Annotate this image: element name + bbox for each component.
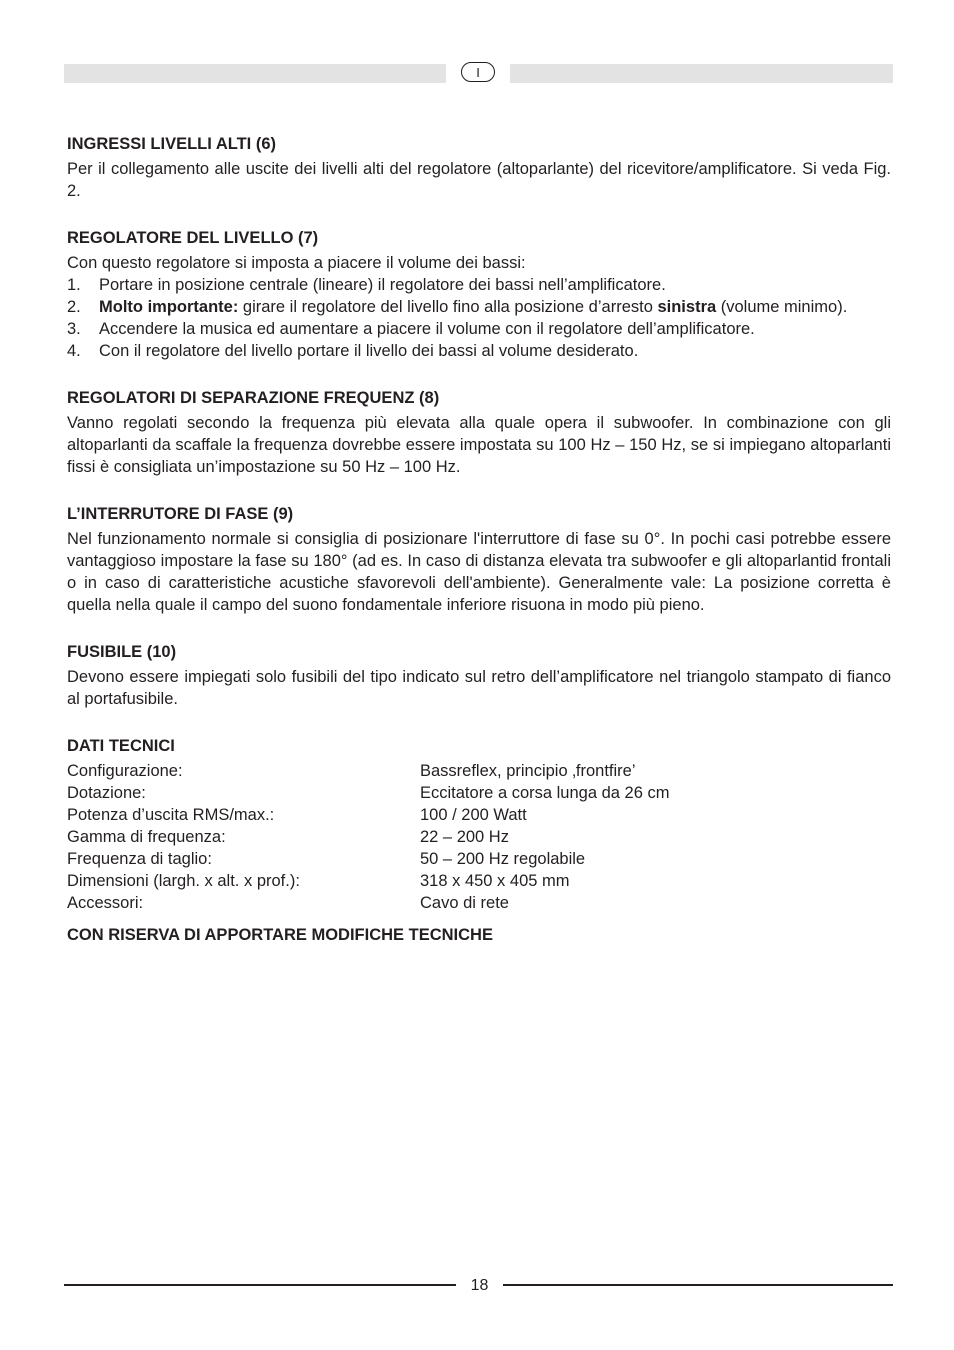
- language-indicator: I: [461, 62, 495, 82]
- page-number: 18: [470, 1277, 489, 1294]
- section-high-level-inputs: [67, 133, 891, 202]
- section-fuse: [67, 641, 891, 710]
- list-text: girare il regolatore del livello fino alla posizione d’arresto: [238, 298, 658, 316]
- header-bar-right: [510, 64, 893, 83]
- list-text: Portare in posizione centrale (lineare) il regolatore dei bassi nell’amplificatore.: [99, 276, 666, 294]
- spec-label: Gamma di frequenza:: [67, 828, 226, 846]
- list-item: [67, 296, 891, 318]
- section-heading: FUSIBILE (10): [67, 643, 177, 661]
- footer-line-left: [64, 1284, 456, 1286]
- section-technical-data: [67, 735, 891, 914]
- spec-value: Eccitatore a corsa lunga da 26 cm: [420, 784, 670, 802]
- spec-value: 22 – 200 Hz: [420, 828, 509, 846]
- footer-line-right: [503, 1284, 893, 1286]
- emphasis-text: Molto importante:: [99, 298, 239, 316]
- section-phase-switch: [67, 503, 891, 616]
- spec-value: 100 / 200 Watt: [420, 806, 527, 824]
- steps-list: [67, 274, 891, 362]
- spec-label: Frequenza di taglio:: [67, 850, 212, 868]
- section-heading: REGOLATORE DEL LIVELLO (7): [67, 229, 319, 247]
- specs-table: [67, 760, 891, 914]
- section-text: Per il collegamento alle uscite dei livelli alti del regolatore (altoparlante) del ricevitore/amplificatore. Si veda Fig. 2.: [67, 160, 891, 200]
- section-level-control: [67, 227, 891, 362]
- list-item: [67, 318, 891, 340]
- list-number: 1.: [67, 276, 81, 294]
- technical-changes-note: CON RISERVA DI APPORTARE MODIFICHE TECNICHE: [67, 926, 493, 944]
- section-heading: INGRESSI LIVELLI ALTI (6): [67, 135, 277, 153]
- page-content: [67, 133, 891, 949]
- list-number: 2.: [67, 298, 81, 316]
- section-heading: REGOLATORI DI SEPARAZIONE FREQUENZ (8): [67, 389, 440, 407]
- section-heading: DATI TECNICI: [67, 737, 175, 755]
- list-item: [67, 274, 891, 296]
- spec-value: 318 x 450 x 405 mm: [420, 872, 570, 890]
- section-intro: Con questo regolatore si imposta a piacere il volume dei bassi:: [67, 254, 526, 272]
- spec-value: Cavo di rete: [420, 894, 509, 912]
- section-text: Vanno regolati secondo la frequenza più elevata alla quale opera il subwoofer. In combinazione con gli altoparlanti da scaffale la frequenza dovrebbe essere impostata su 100 Hz – 150 Hz, se si impiegano altoparlanti fissi è consigliata un’impostazione su 50 Hz – 100 Hz.: [67, 414, 891, 476]
- header-bar-left: [64, 64, 446, 83]
- list-text: Con il regolatore del livello portare il livello dei bassi al volume desiderato.: [99, 342, 639, 360]
- list-text: Accendere la musica ed aumentare a piacere il volume con il regolatore dell’amplificatore.: [99, 320, 755, 338]
- spec-value: Bassreflex, principio ‚frontfire’: [420, 762, 636, 780]
- emphasis-text: sinistra: [657, 298, 717, 316]
- spec-label: Potenza d’uscita RMS/max.:: [67, 806, 275, 824]
- spec-label: Dotazione:: [67, 784, 146, 802]
- section-text: Nel funzionamento normale si consiglia di posizionare l'interruttore di fase su 0°. In pochi casi potrebbe essere vantaggioso impostare la fase su 180° (ad es. In caso di distanza elevata tra subwoofer e gli altoparlantid frontali o in caso di caratteristiche acustiche sfavorevoli dell'ambiente). Generalmente vale: La posizione corretta è quella nella quale il campo del suono fondamentale inferiore risuona in modo più pieno.: [67, 530, 891, 614]
- section-crossover: [67, 387, 891, 478]
- list-item: [67, 340, 891, 362]
- list-number: 4.: [67, 342, 81, 360]
- spec-label: Dimensioni (largh. x alt. x prof.):: [67, 872, 300, 890]
- section-text: Devono essere impiegati solo fusibili del tipo indicato sul retro dell’amplificatore nel triangolo stampato di fianco al portafusibile.: [67, 668, 891, 708]
- spec-value: 50 – 200 Hz regolabile: [420, 850, 586, 868]
- list-text: (volume minimo).: [716, 298, 848, 316]
- section-heading: L’INTERRUTORE DI FASE (9): [67, 505, 294, 523]
- spec-label: Accessori:: [67, 894, 144, 912]
- list-number: 3.: [67, 320, 81, 338]
- spec-label: Configurazione:: [67, 762, 183, 780]
